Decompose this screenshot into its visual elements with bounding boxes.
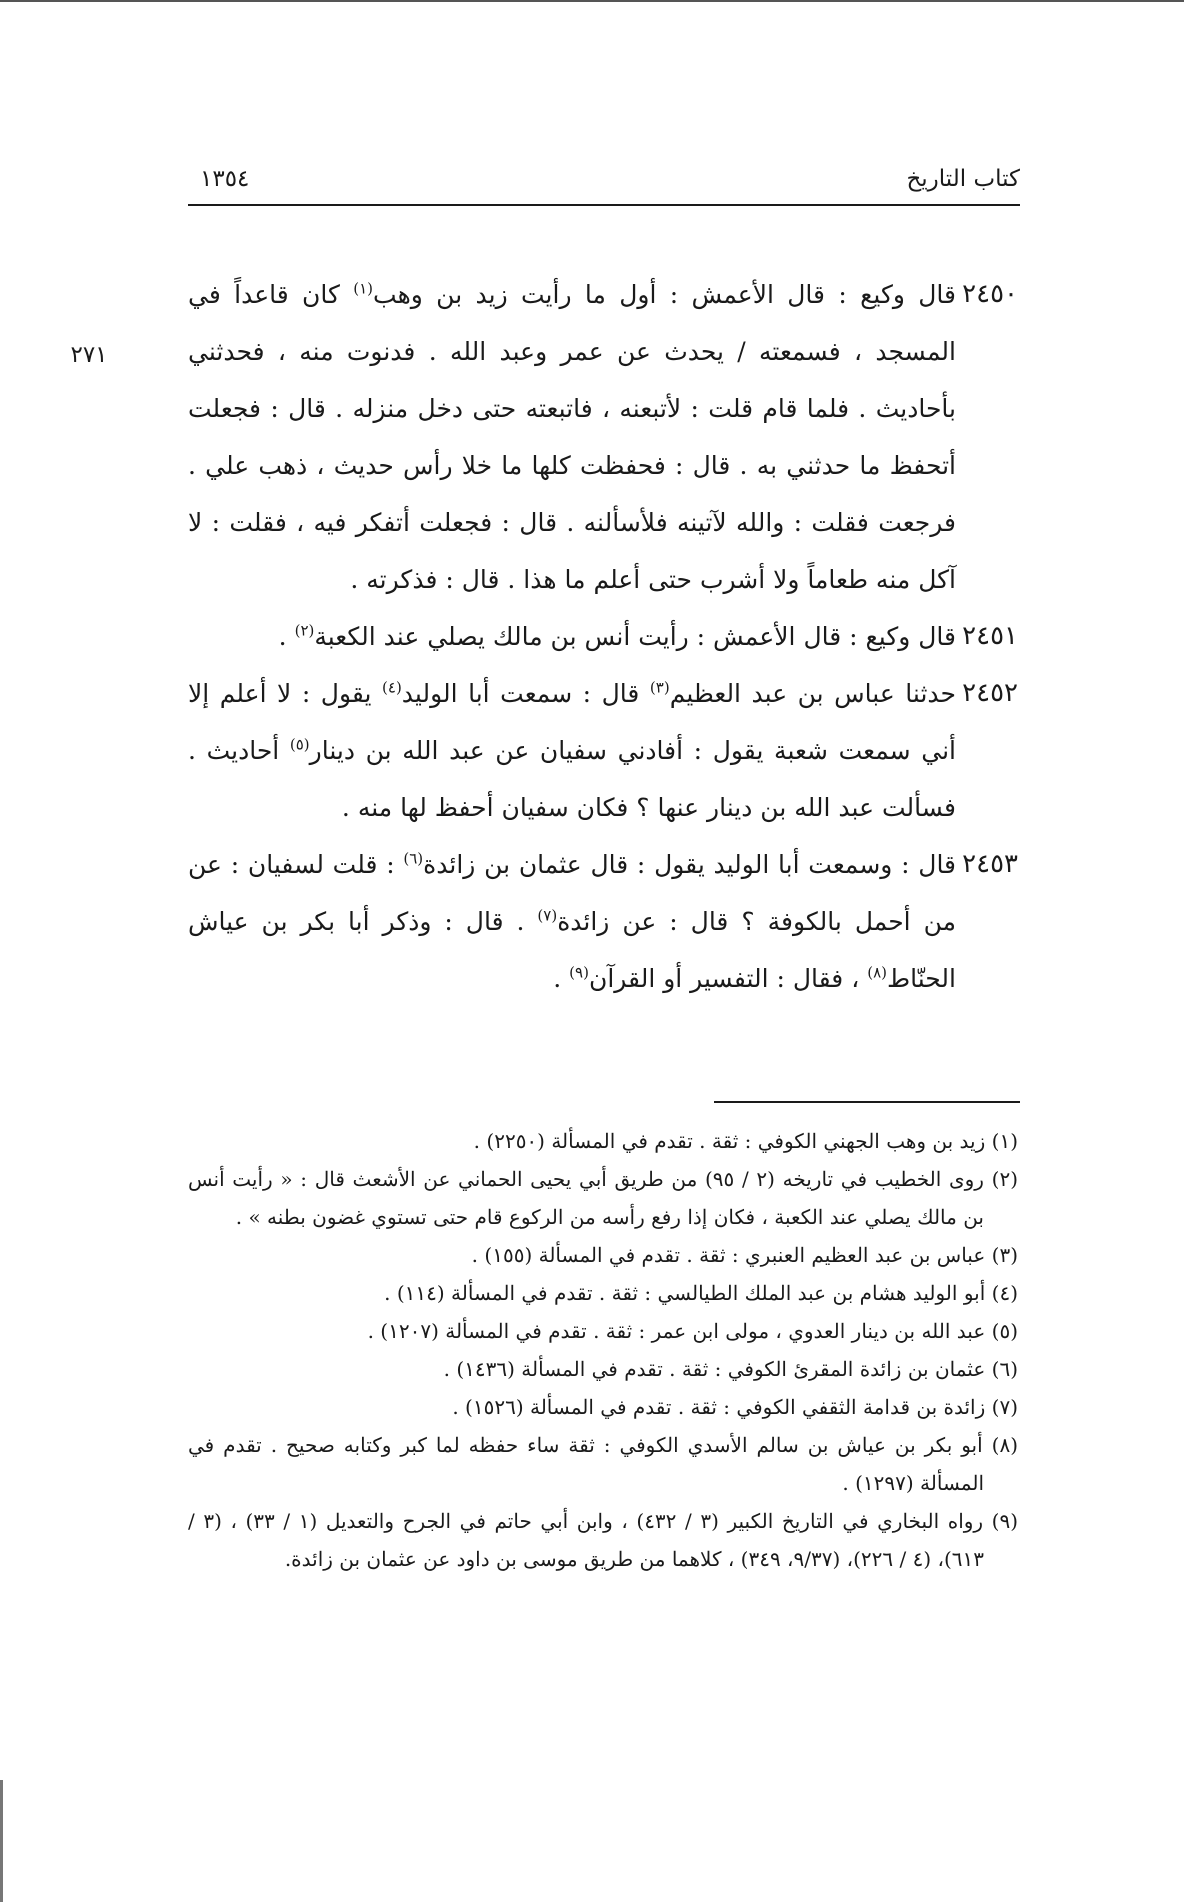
book-title: كتاب التاريخ [906,166,1020,192]
footnote-1: (١) زيد بن وهب الجهني الكوفي : ثقة . تقدم في المسألة (٢٢٥٠) . [473,1129,1018,1153]
text-segment: . قال : وذكر أبا بكر بن عياش الحنّاط [188,907,956,993]
entry-text [188,608,956,665]
scan-edge-left [0,1780,3,1902]
footnote-4: (٤) أبو الوليد هشام بن عبد الملك الطيالسي : ثقة . تقدم في المسألة (١١٤) . [384,1281,1018,1305]
footnote-6: (٦) عثمان بن زائدة المقرئ الكوفي : ثقة . تقدم في المسألة (١٤٣٦) . [443,1357,1018,1381]
text-segment: حدثنا عباس بن عبد العظيم [669,679,956,708]
entry-text [188,836,956,1007]
text-segment: . [278,622,295,651]
scan-edge-top [0,0,1184,2]
text-segment: قال وكيع : قال الأعمش : رأيت أنس بن مالك يصلي عند الكعبة [314,622,956,651]
text-segment: قال : سمعت أبا الوليد [401,679,650,708]
margin-page-reference: ٢٧١ [70,342,108,368]
entry-2450 [188,266,1018,608]
text-segment: : قلت لسفيان : عن من أحمل بالكوفة ؟ قال : عن زائدة [188,850,956,936]
footnote-marker: (٢) [294,621,315,640]
text-segment: كان قاعداً في المسجد ، فسمعته / يحدث عن عمر وعبد الله . فدنوت منه ، فحدثني بأحاديث . فلما قام قلت : لأتبعنه ، فاتبعته حتى دخل منزله . قال : فجعلت أتحفظ ما حدثني به . قال : فحفظت كلها ما خلا رأس حديث ، ذهب علي . فرجعت فقلت : والله لآتينه فلأسألنه . قال : فجعلت أتفكر فيه ، فقلت : لا آكل منه طعاماً ولا أشرب حتى أعلم ما هذا . قال : فذكرته . [188,280,956,594]
text-segment: ، فقال : التفسير أو القرآن [588,964,868,993]
footnote-5: (٥) عبد الله بن دينار العدوي ، مولى ابن عمر : ثقة . تقدم في المسألة (١٢٠٧) . [367,1319,1018,1343]
text-segment: قال وكيع : قال الأعمش : أول ما رأيت زيد بن وهب [373,280,956,309]
footnote-marker: (٦) [403,849,424,868]
entry-2451 [188,608,1018,665]
text-segment: قال : وسمعت أبا الوليد يقول : قال عثمان بن زائدة [423,850,957,879]
entry-number: ٢٤٥١ [962,621,1018,651]
footnote-marker: (٤) [382,678,402,697]
footnote-marker: (٧) [537,906,558,925]
page-number: ١٣٥٤ [200,166,250,192]
footnote-marker: (٥) [289,735,310,754]
footnote-3: (٣) عباس بن عبد العظيم العنبري : ثقة . تقدم في المسألة (١٥٥) . [471,1243,1018,1267]
footnote-7: (٧) زائدة بن قدامة الثقفي الكوفي : ثقة . تقدم في المسألة (١٥٢٦) . [452,1395,1018,1419]
entry-number: ٢٤٥٣ [962,849,1018,879]
footnote-marker: (٨) [867,963,888,982]
footnote-marker: (١) [353,279,374,298]
footnote-9: (٩) رواه البخاري في التاريخ الكبير (٣ / ٤٣٢) ، وابن أبي حاتم في الجرح والتعديل (١ / ٣٣) ، (٣ / ٦١٣)، (٤ / ٢٢٦)، (٩/٣٧، ٣٤٩) ، كلاهما من طريق موسى بن داود عن عثمان بن زائدة. [188,1509,1019,1571]
entry-number: ٢٤٥٠ [962,279,1018,309]
footnote-separator [714,1101,1020,1103]
footnotes [188,1122,1018,1578]
entry-2453 [188,836,1018,1007]
main-text [188,266,1018,1007]
entry-text [188,266,956,608]
footnote-marker: (٣) [649,678,670,697]
entry-number: ٢٤٥٢ [962,678,1018,708]
footnote-marker: (٩) [569,963,589,982]
text-segment: أحاديث . فسألت عبد الله بن دينار عنها ؟ فكان سفيان أحفظ لها منه . [188,736,956,822]
text-segment: . [553,964,570,993]
running-header [188,160,1020,206]
footnote-2: (٢) روى الخطيب في تاريخه (٢ / ٩٥) من طريق أبي يحيى الحماني عن الأشعث قال : « رأيت أنس بن مالك يصلي عند الكعبة ، فكان إذا رفع رأسه من الركوع قام حتى تستوي غضون بطنه » . [188,1167,1019,1229]
text-segment: يقول : لا أعلم إلا أني سمعت شعبة يقول : أفادني سفيان عن عبد الله بن دينار [188,679,956,765]
entry-2452 [188,665,1018,836]
entry-text [188,665,956,836]
footnote-8: (٨) أبو بكر بن عياش بن سالم الأسدي الكوفي : ثقة ساء حفظه لما كبر وكتابه صحيح . تقدم في المسألة (١٢٩٧) . [188,1433,1018,1495]
